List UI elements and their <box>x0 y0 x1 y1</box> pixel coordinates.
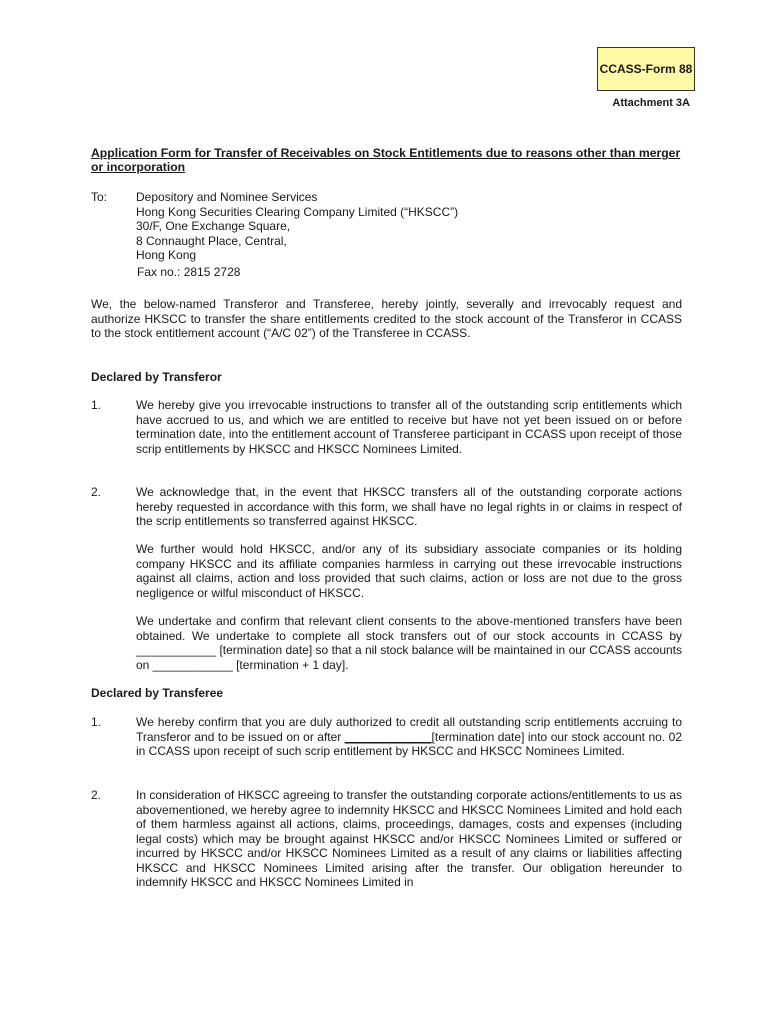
address-line: Hong Kong Securities Clearing Company Limited (“HKSCC”) <box>136 204 459 219</box>
transferee-item-1-text-b: [termination date] into our stock account no. 02 in CCASS upon receipt of such scrip entitlement by HKSCC and HKSCC Nominees Limited. <box>136 729 682 758</box>
item-number: 2. <box>91 485 102 499</box>
transferee-item-1 <box>136 715 682 759</box>
address-line: Depository and Nominee Services <box>136 190 318 204</box>
transferee-item-2: In consideration of HKSCC agreeing to transfer the outstanding corporate actions/entitlements to us as abovementioned, we hereby agree to indemnity HKSCC and HKSCC Nominees Limited and hold each of them harmless against all actions, claims, proceedings, damages, costs and expenses (including legal costs) which may be brought against HKSCC and/or HKSCC Nominees Limited or suffered or incurred by HKSCC and/or HKSCC Nominees Limited as a result of any claims or liabilities affecting HKSCC and HKSCC Nominees Limited arising after the transfer. Our obligation hereunder to indemnify HKSCC and HKSCC Nominees Limited in <box>136 788 682 889</box>
form-code: CCASS-Form 88 <box>599 62 693 76</box>
transferor-item-1: We hereby give you irrevocable instructions to transfer all of the outstanding scrip entitlements which have accrued to us, and which we are entitled to receive but have not yet been issued on or before termination date, into the entitlement account of Transferee participant in CCASS upon receipt of those scrip entitlements by HKSCC and HKSCC Nominees Limited. <box>136 398 682 456</box>
transferee-heading: Declared by Transferee <box>91 686 224 700</box>
attachment-label: Attachment 3A <box>612 97 690 109</box>
intro-paragraph: We, the below-named Transferor and Transferee, hereby jointly, severally and irrevocably request and authorize HKSCC to transfer the share entitlements credited to the stock account of the Transferor in CCASS to the stock entitlement account (“A/C 02”) of the Transferee in CCASS. <box>91 297 682 340</box>
termination-date-blank: _____________ <box>344 729 432 744</box>
fax-number: Fax no.: 2815 2728 <box>137 264 241 279</box>
transferor-item-2-b: We further would hold HKSCC, and/or any of its subsidiary associate companies or its holding company HKSCC and its affiliate companies harmless in carrying out these irrevocable instructions against all claims, action and loss provided that such claims, action or loss are not due to the gross negligence or wilful misconduct of HKSCC. <box>136 542 682 600</box>
address-line: 30/F, One Exchange Square, <box>136 219 291 234</box>
item-number: 1. <box>91 715 102 729</box>
transferor-heading: Declared by Transferor <box>91 370 222 384</box>
form-code-box <box>597 47 695 91</box>
recipient-address <box>136 190 458 280</box>
item-number: 1. <box>91 398 102 412</box>
item-number: 2. <box>91 788 102 802</box>
address-line: Hong Kong <box>136 248 197 263</box>
address-line: 8 Connaught Place, Central, <box>136 233 287 248</box>
transferor-item-2-c: We undertake and confirm that relevant client consents to the above-mentioned transfers have been obtained. We undertake to complete all stock transfers out of our stock accounts in CCASS by ____________ [termination date] so that a nil stock balance will be maintained in our CCASS accounts on ____________ [termination + 1 day]. <box>136 614 682 672</box>
to-label: To: <box>91 190 108 204</box>
form-title: Application Form for Transfer of Receivables on Stock Entitlements due to reasons other than merger or incorporation <box>91 146 681 174</box>
transferee-item-1-text-a: We hereby confirm that you are duly authorized to credit all outstanding scrip entitlements accruing to Transferor and to be issued on or after <box>136 715 682 744</box>
transferor-item-2-a: We acknowledge that, in the event that HKSCC transfers all of the outstanding corporate actions hereby requested in accordance with this form, we shall have no legal rights in or claims in respect of the scrip entitlements so transferred against HKSCC. <box>136 485 682 528</box>
